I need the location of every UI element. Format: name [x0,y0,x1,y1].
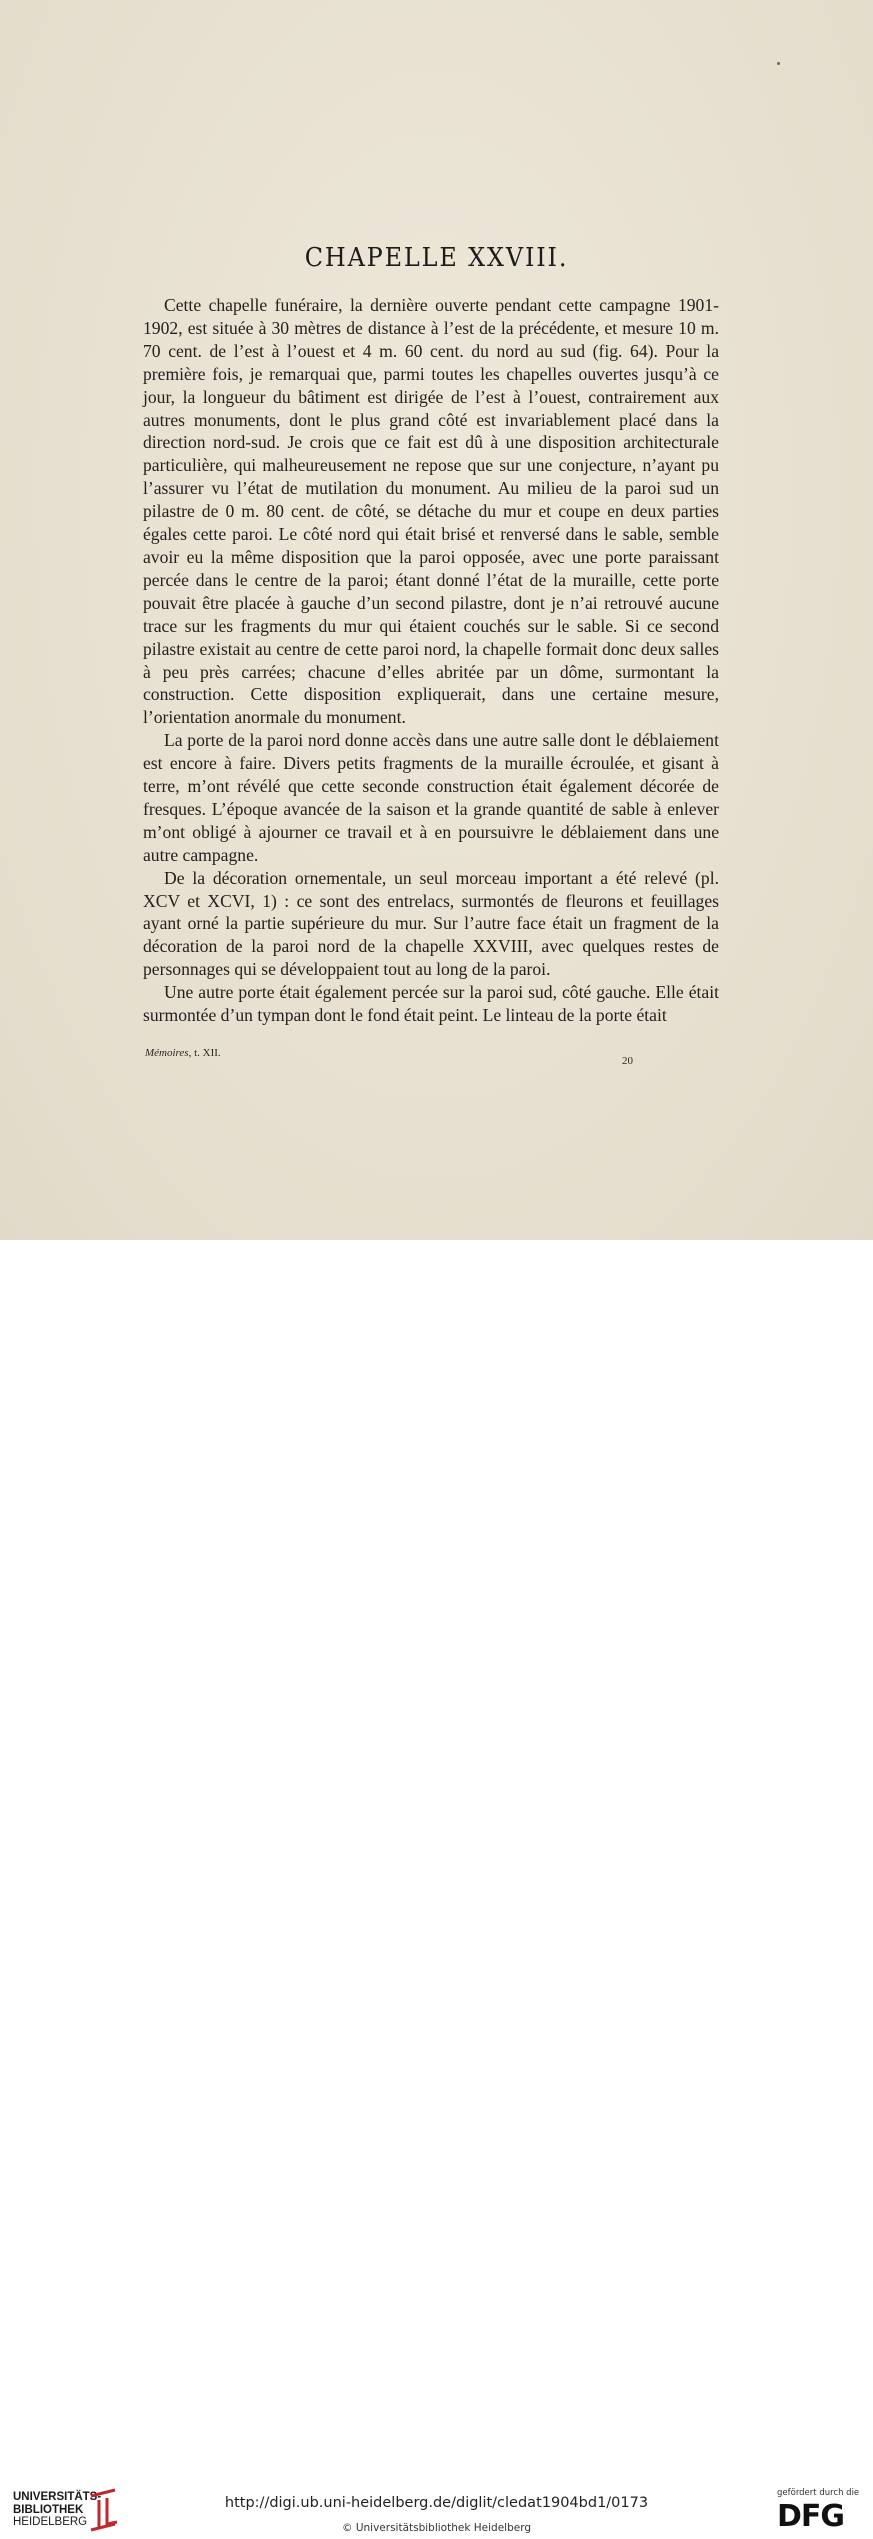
permalink-url[interactable]: http://digi.ub.uni-heidelberg.de/diglit/cledat1904bd1/0173 [224,2495,649,2511]
paragraph: Une autre porte était également percée sur la paroi sud, côté gauche. Elle était surmontée d’un tympan dont le fond était peint. Le linteau de la porte était [143,982,719,1026]
ink-speck [777,62,780,65]
dfg-logo[interactable]: DFG [777,2499,845,2534]
chapter-title: CHAPELLE XXVIII. [304,243,569,273]
footnote-journal: Mémoires [145,1047,189,1059]
body-text [143,294,719,1027]
funding-caption: gefördert durch die [777,2488,860,2498]
logo-line: UNIVERSITÄTS- [13,2491,102,2503]
page-number: 20 [622,1055,633,1067]
footnote-volume: , t. XII. [188,1047,221,1059]
paragraph: De la décoration ornementale, un seul morceau important a été relevé (pl. XCV et XCVI, 1) : ce sont des entrelacs, surmontés de fleurons et feuillages ayant orné la partie supérieure du mur. Sur l’autre face était un fragment de la décoration de la paroi nord de la chapelle XXVIII, avec quelques restes de personnages qui se développaient tout au long de la paroi. [143,867,719,980]
paragraph: Cette chapelle funéraire, la dernière ouverte pendant cette campagne 1901-1902, est située à 30 mètres de distance à l’est de la précédente, et mesure 10 m. 70 cent. de l’est à l’ouest et 4 m. 60 cent. du nord au sud (fig. 64). Pour la première fois, je remarquai que, parmi toutes les chapelles ouvertes jusqu’à ce jour, la longueur du bâtiment est dirigée de l’est à l’ouest, contrairement aux autres monuments, dont le plus grand côté est invariablement placé dans la direction nord-sud. Je crois que ce fait est dû à une disposition architecturale particulière, qui malheureusement ne repose que sur une conjecture, n’ayant pu l’assurer vu l’état de mutilation du monument. Au milieu de la paroi sud un pilastre de 0 m. 80 cent. de côté, se détache du mur et coupe en deux parties égales cette paroi. Le côté nord qui était brisé et renversé dans le sable, semble avoir eu la même disposition que la paroi opposée, avec une porte paraissant percée dans le centre de la paroi; étant donné l’état de la muraille, cette porte pouvait être placée à gauche d’un second pilastre, dont je n’ai retrouvé aucune trace sur les fragments du mur qui étaient couchés sur le sable. Si ce second pilastre existait au centre de cette paroi nord, la chapelle formait donc deux salles à peu près carrées; chacune d’elles abritée par un dôme, surmontant la construction. Cette disposition expliquerait, dans une certaine mesure, l’orientation anormale du monument. [143,295,719,728]
scanned-page [0,0,873,1240]
paragraph: La porte de la paroi nord donne accès dans une autre salle dont le déblaiement est encore à faire. Divers petits fragments de la muraille écroulée, et gisant à terre, m’ont révélé que cette seconde construction était également décorée de fresques. L’époque avancée de la saison et la grande quantité de sable à enlever m’ont obligé à ajourner ce travail et à en poursuivre le déblaiement dans une autre campagne. [143,730,719,865]
copyright-notice: © Universitätsbibliothek Heidelberg [341,2522,531,2534]
logo-line: BIBLIOTHEK [13,2503,84,2516]
footer-bar [0,1240,873,2534]
logo-line: HEIDELBERG [13,2516,88,2528]
footnote [145,1047,221,1059]
